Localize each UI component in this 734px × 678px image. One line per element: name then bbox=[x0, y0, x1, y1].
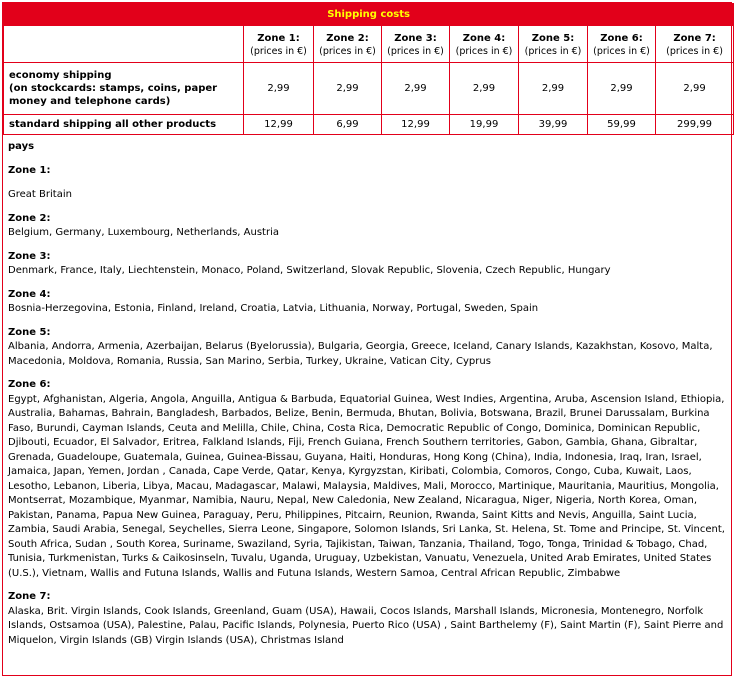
price-cell: 2,99 bbox=[656, 63, 734, 115]
shipping-table bbox=[3, 3, 734, 135]
price-cell: 2,99 bbox=[588, 63, 656, 115]
zone-header: Zone 3: (prices in €) bbox=[382, 26, 450, 63]
zone-title: Zone 2: bbox=[8, 212, 51, 224]
zone-block bbox=[8, 250, 726, 279]
price-cell: 12,99 bbox=[382, 115, 450, 135]
zone-header: Zone 6: (prices in €) bbox=[588, 26, 656, 63]
table-row bbox=[4, 63, 734, 115]
zone-header: Zone 7: (prices in €) bbox=[656, 26, 734, 63]
shipping-costs-panel bbox=[2, 2, 732, 676]
table-row bbox=[4, 115, 734, 135]
country-list: Great Britain bbox=[8, 189, 72, 200]
zone-header: Zone 2: (prices in €) bbox=[314, 26, 382, 63]
pays-heading: pays bbox=[8, 141, 35, 152]
price-cell: 299,99 bbox=[656, 115, 734, 135]
zone-title: Zone 4: bbox=[8, 288, 51, 300]
price-cell: 59,99 bbox=[588, 115, 656, 135]
price-cell: 2,99 bbox=[314, 63, 382, 115]
zone-block bbox=[8, 326, 726, 370]
zone-title: Zone 1: bbox=[8, 164, 51, 176]
zone-block bbox=[8, 378, 726, 581]
country-list: Alaska, Brit. Virgin Islands, Cook Islands, Greenland, Guam (USA), Hawaii, Cocos Islands, Marshall Islands, Micronesia, Montenegro, Norfolk Islands, Ostsamoa (USA), Palestine, Palau, Pacific Islands, Polynesia, Puerto Rico (USA) , Saint Barthelemy (F), Saint Martin (F), Saint Pierre and Miquelon, Virgin Islands (GB) Virgin Islands (USA), Christmas Island bbox=[8, 605, 724, 646]
row-label-economy: economy shipping (on stockcards: stamps, coins, paper money and telephone cards) bbox=[4, 63, 244, 115]
price-cell: 6,99 bbox=[314, 115, 382, 135]
zone-header: Zone 4: (prices in €) bbox=[450, 26, 519, 63]
zone-header: Zone 1: (prices in €) bbox=[244, 26, 314, 63]
price-cell: 2,99 bbox=[244, 63, 314, 115]
zone-header: Zone 5: (prices in €) bbox=[519, 26, 588, 63]
country-list: Bosnia-Herzegovina, Estonia, Finland, Ireland, Croatia, Latvia, Lithuania, Norway, Portugal, Sweden, Spain bbox=[8, 303, 539, 314]
price-cell: 2,99 bbox=[382, 63, 450, 115]
zone-title: Zone 7: bbox=[8, 591, 51, 602]
empty-header-cell bbox=[4, 26, 244, 63]
zone-title: Zone 5: bbox=[8, 326, 51, 338]
countries-section bbox=[3, 135, 731, 648]
zone-block bbox=[8, 212, 726, 241]
table-title: Shipping costs bbox=[4, 4, 734, 26]
country-list: Egypt, Afghanistan, Algeria, Angola, Anguilla, Antigua & Barbuda, Equatorial Guinea, West Indies, Argentina, Aruba, Ascension Island, Ethiopia, Australia, Bahamas, Bahrain, Bangladesh, Barbados, Belize, Benin, Bermuda, Bhutan, Bolivia, Botswana, Brazil, Brunei Darussalam, Burkina Faso, Burundi, Cayman Islands, Ceuta and Melilla, Chile, China, Costa Rica, Democratic Republic of Congo, Dominica, Dominican Republic, Djibouti, Ecuador, El Salvador, Eritrea, Falkland Islands, Fiji, French Guiana, French Southern territories, Gabon, Gambia, Ghana, Gibraltar, Grenada, Guadeloupe, Guatemala, Guinea, Guinea-Bissau, Guyana, Haiti, Honduras, Hong Kong (China), India, Indonesia, Iraq, Iran, Israel, Jamaica, Japan, Yemen, Jordan , Canada, Cape Verde, Qatar, Kenya, Kyrgyzstan, Kiribati, Colombia, Comoros, Congo, Cuba, Kuwait, Laos, Lesotho, Lebanon, Liberia, Libya, Macau, Madagascar, Malawi, Malaysia, Maldives, Mali, Morocco, Martinique, Mauritania, Mauritius, Mongolia, Montserrat, Mozambique, Myanmar, Namibia, Nauru, Nepal, New Caledonia, New Zealand, Nicaragua, Niger, Nigeria, North Korea, Oman, Pakistan, Panama, Papua New Guinea, Paraguay, Peru, Philippines, Pitcairn, Reunion, Rwanda, Saint Kitts and Nevis, Anguilla, Saint Lucia, Zambia, Saudi Arabia, Senegal, Seychelles, Sierra Leone, Singapore, Solomon Islands, Sri Lanka, St. Helena, St. Tome and Principe, St. Vincent, South Africa, Sudan , South Korea, Suriname, Swaziland, Syria, Tajikistan, Taiwan, Tanzania, Thailand, Togo, Tonga, Trinidad & Tobago, Chad, Tunisia, Turkmenistan, Turks & Caikosinseln, Tuvalu, Uganda, Uruguay, Uzbekistan, Vanuatu, Venezuela, United Arab Emirates, United States (U.S.), Vietnam, Wallis and Futuna Islands, Wallis and Futuna Islands, Western Samoa, Central African Republic, Zimbabwe bbox=[8, 393, 725, 579]
zone-title: Zone 6: bbox=[8, 379, 51, 390]
price-cell: 19,99 bbox=[450, 115, 519, 135]
price-cell: 39,99 bbox=[519, 115, 588, 135]
price-cell: 2,99 bbox=[450, 63, 519, 115]
zone-header-row bbox=[4, 26, 734, 63]
country-list: Albania, Andorra, Armenia, Azerbaijan, Belarus (Byelorussia), Bulgaria, Georgia, Greece, Iceland, Canary Islands, Kazakhstan, Kosovo, Malta, Macedonia, Moldova, Romania, Russia, San Marino, Serbia, Turkey, Ukraine, Vatican City, Cyprus bbox=[8, 341, 713, 367]
zone-block bbox=[8, 590, 726, 648]
price-cell: 2,99 bbox=[519, 63, 588, 115]
country-list: Belgium, Germany, Luxembourg, Netherlands, Austria bbox=[8, 227, 279, 238]
zone-block bbox=[8, 288, 726, 317]
country-list: Denmark, France, Italy, Liechtenstein, Monaco, Poland, Switzerland, Slovak Republic, Slovenia, Czech Republic, Hungary bbox=[8, 265, 611, 276]
price-cell: 12,99 bbox=[244, 115, 314, 135]
zone-title: Zone 3: bbox=[8, 250, 51, 262]
row-label-standard: standard shipping all other products bbox=[4, 115, 244, 135]
zone-block bbox=[8, 164, 726, 203]
